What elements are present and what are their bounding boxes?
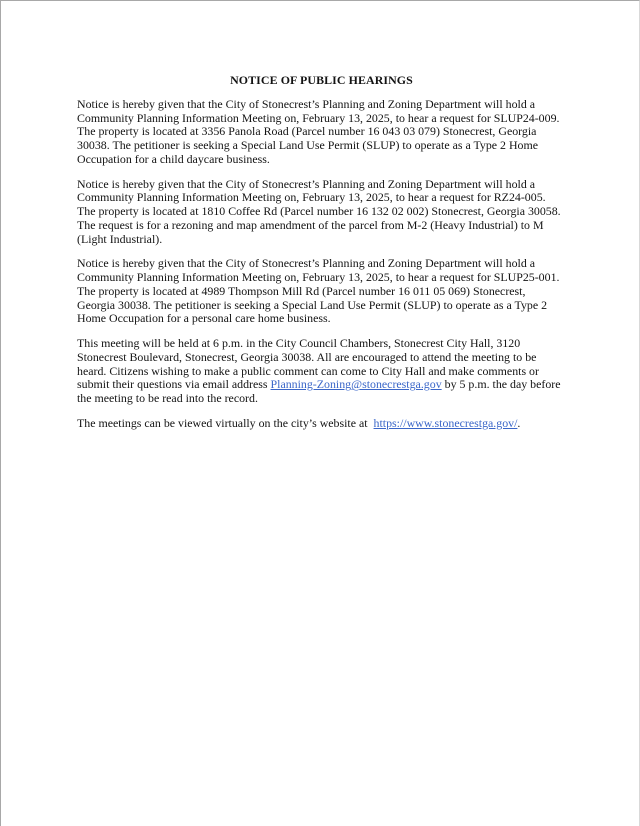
paragraph-text: Notice is hereby given that the City of Stonecrest’s Planning and Zoning Department will hold a Community Planning Information Meeting on, February 13, 2025, to hear a request for SLUP25-001. The property is located at 4989 Thompson Mill Rd (Parcel number 16 011 05 069) Stonecrest, Georgia 30038. The petitioner is seeking a Special Land Use Permit (SLUP) to operate as a Type 2 Home Occupation for a personal care home business. xyxy=(77,256,563,326)
notice-paragraph xyxy=(77,98,566,167)
website-link[interactable]: https://www.stonecrestga.gov/ xyxy=(373,415,518,430)
notice-paragraph xyxy=(77,257,566,326)
document-body xyxy=(77,98,566,431)
notice-paragraph xyxy=(77,337,566,406)
notice-paragraph xyxy=(77,417,566,431)
paragraph-text: Notice is hereby given that the City of Stonecrest’s Planning and Zoning Department will hold a Community Planning Information Meeting on, February 13, 2025, to hear a request for RZ24-005. The property is located at 1810 Coffee Rd (Parcel number 16 132 02 002) Stonecrest, Georgia 30058. The request is for a rezoning and map amendment of the parcel from M-2 (Heavy Industrial) to M (Light Industrial). xyxy=(77,176,564,246)
paragraph-text: Notice is hereby given that the City of Stonecrest’s Planning and Zoning Department will hold a Community Planning Information Meeting on, February 13, 2025, to hear a request for SLUP24-009. The property is located at 3356 Panola Road (Parcel number 16 043 03 079) Stonecrest, Georgia 30038. The petitioner is seeking a Special Land Use Permit (SLUP) to operate as a Type 2 Home Occupation for a child daycare business. xyxy=(77,96,563,166)
paragraph-text: This meeting will be held at 6 p.m. in the City Council Chambers, Stonecrest City Hall, 3120 Stonecrest Boulevard, Stonecrest, Georgia 30038. All are encouraged to attend the meeting to be heard. Citizens wishing to make a public comment can come to City Hall and make comments or submit their questions via email address xyxy=(77,336,542,392)
document-title: NOTICE OF PUBLIC HEARINGS xyxy=(230,73,413,87)
notice-paragraph xyxy=(77,178,566,247)
email-link[interactable]: Planning-Zoning@stonecrestga.gov xyxy=(270,377,442,392)
paragraph-text: The meetings can be viewed virtually on the city’s website at xyxy=(77,415,374,430)
paragraph-text: . xyxy=(517,415,521,430)
paragraph-text: by 5 p.m. the day before the meeting to be read into the record. xyxy=(77,377,564,405)
